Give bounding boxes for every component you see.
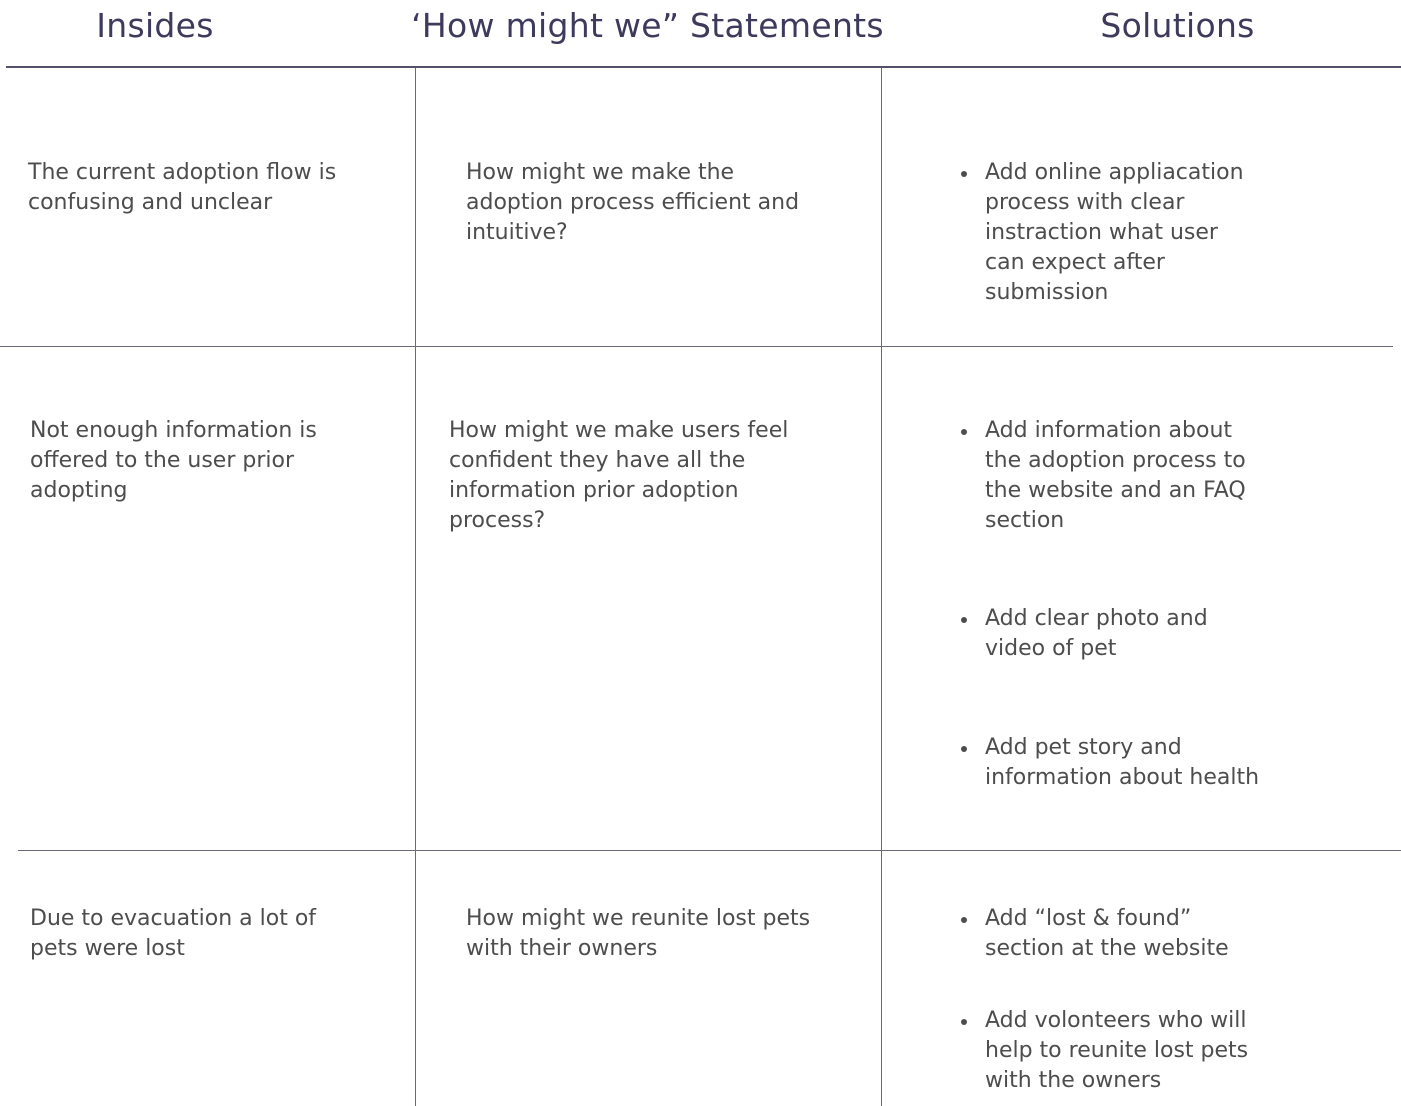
row-3-solutions-a <box>961 904 1261 964</box>
solution-item: Add online appliacation process with clear instraction what user can expect after submission <box>961 158 1261 308</box>
row-1-hmw: How might we make the adoption process efficient and intuitive? <box>466 160 800 245</box>
row-2-hmw: How might we make users feel confident they have all the information prior adoption process? <box>449 418 789 533</box>
row-3-insight: Due to evacuation a lot of pets were lost <box>30 906 317 961</box>
column-divider-1 <box>415 68 416 1106</box>
row-divider-2 <box>18 850 1401 851</box>
solution-item: Add clear photo and video of pet <box>961 604 1261 664</box>
row-2-solutions-c <box>961 733 1261 793</box>
row-2-solutions-b <box>961 604 1261 664</box>
solution-item: Add pet story and information about health <box>961 733 1261 793</box>
row-3-solutions-b <box>961 1006 1261 1096</box>
solution-item: Add information about the adoption process to the website and an FAQ section <box>961 416 1261 536</box>
row-1-solutions <box>961 158 1261 308</box>
column-header-hmw: ‘How might we” Statements <box>411 6 884 45</box>
solution-item: Add volonteers who will help to reunite lost pets with the owners <box>961 1006 1261 1096</box>
row-1-insight: The current adoption flow is confusing and unclear <box>28 160 337 215</box>
row-2-insight: Not enough information is offered to the user prior adopting <box>30 418 317 503</box>
column-header-solutions: Solutions <box>1100 6 1255 45</box>
column-divider-2 <box>881 68 882 1106</box>
row-3-hmw: How might we reunite lost pets with their owners <box>466 906 811 961</box>
column-header-insides: Insides <box>96 6 214 45</box>
header-divider <box>6 66 1401 68</box>
row-2-solutions-a <box>961 416 1261 536</box>
solution-item: Add “lost & found” section at the website <box>961 904 1261 964</box>
row-divider-1 <box>0 346 1393 347</box>
